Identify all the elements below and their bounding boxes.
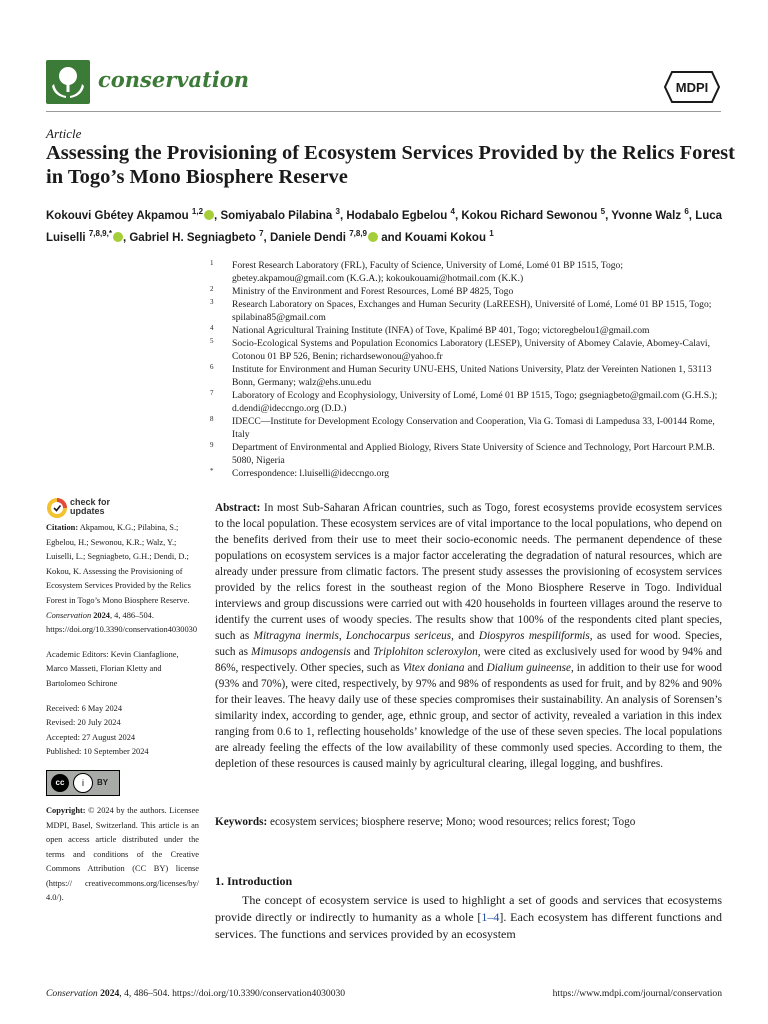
author-separator: , bbox=[339, 209, 347, 222]
affiliation-number: 9 bbox=[210, 441, 214, 449]
author-affiliation-marker: 4 bbox=[450, 207, 455, 216]
affiliation-item bbox=[210, 363, 725, 389]
abstract-sep: and bbox=[453, 630, 479, 642]
affiliation-text: IDECC—Institute for Development Ecology Conservation and Cooperation, Via G. Tomasi di Lampedusa 33, I-00144 Rome, Italy bbox=[232, 416, 715, 440]
affiliation-text: Forest Research Laboratory (FRL), Faculty of Science, University of Lomé, Lomé 01 BP 1515, Togo; gbetey.akpamou@gmail.com (K.G.A.); kokoukouami@hotmail.com (K.K.) bbox=[232, 260, 623, 284]
affiliation-text: National Agricultural Training Institute (INFA) of Tove, Kpalimé BP 401, Togo; victoregbelou1@gmail.com bbox=[232, 325, 650, 336]
mdpi-text: MDPI bbox=[675, 80, 709, 95]
abstract-sep: and bbox=[350, 646, 374, 658]
affiliation-item bbox=[210, 298, 725, 324]
abstract bbox=[215, 500, 722, 772]
author-separator: , bbox=[454, 209, 462, 222]
abstract-sep: , bbox=[338, 630, 347, 642]
affiliation-number: 8 bbox=[210, 415, 214, 423]
affiliation-number: 2 bbox=[210, 285, 214, 293]
affiliation-text: Laboratory of Ecology and Ecophysiology, University of Lomé, Lomé 01 BP 1515, Togo; gsegniagbeto@gmail.com (G.H.S.); d.dendi@ideccngo.org (D.D.) bbox=[232, 390, 718, 414]
affiliation-item bbox=[210, 441, 725, 467]
academic-editors: Academic Editors: Kevin Cianfaglione, Marco Masseti, Florian Kletty and Bartolomeo Schirone bbox=[46, 649, 179, 688]
attribution-icon: i bbox=[73, 773, 93, 793]
author-affiliation-marker: 7 bbox=[259, 228, 264, 238]
author-name[interactable]: Yvonne Walz bbox=[611, 209, 682, 222]
author-separator: , bbox=[214, 209, 221, 222]
affiliation-item bbox=[210, 467, 725, 480]
keywords-text: ecosystem services; biosphere reserve; Mono; wood resources; relics forest; Togo bbox=[270, 816, 636, 828]
abstract-text-2: , in addition to their use for wood (93% and 70%), were cited, respectively, by 97% and 98% of respondents as used for fruit, and by 82% and 90% for their leaves. The heavy daily use of these species compromises their sustainability. An analysis of Sorensen’s similarity index, according to gender, age, ethnic group, and sector of activity, revealed a variation in this index ranging from 0.6 to 1, reflecting households’ knowledge of the use of these seven species. The local populations are already feeling the effects of the low availability of these commonly used species. According to them, the depletion of these resources is caused mainly by agricultural clearing, illegal logging, and bushfires. bbox=[215, 662, 723, 770]
orcid-icon[interactable] bbox=[113, 232, 123, 242]
affiliation-item bbox=[210, 285, 725, 298]
affiliation-number: * bbox=[210, 467, 214, 475]
species-2: Lonchocarpus sericeus, bbox=[346, 630, 454, 642]
citation-volume-doi[interactable]: , 4, 486–504. https://doi.org/10.3390/conservation4030030 bbox=[46, 610, 198, 635]
citation-year: 2024 bbox=[93, 610, 110, 620]
affiliation-number: 1 bbox=[210, 259, 214, 267]
affiliation-text: Research Laboratory on Spaces, Exchanges and Human Security (LaREESH), Université of Lomé, Lomé 01 BP 1515, Togo; spilabina85@gmail.com bbox=[232, 299, 712, 323]
affiliation-number: 5 bbox=[210, 337, 214, 345]
author-affiliation-marker: 1 bbox=[489, 228, 494, 238]
abstract-sep: and bbox=[464, 662, 487, 674]
affiliation-number: 6 bbox=[210, 363, 214, 371]
sidebar bbox=[46, 521, 199, 906]
mdpi-logo[interactable] bbox=[664, 70, 720, 108]
check-updates-line2: updates bbox=[70, 506, 105, 516]
by-label: BY bbox=[97, 777, 109, 787]
abstract-sep: as used for wood. Species, such as bbox=[215, 630, 723, 658]
abstract-text-1: In most Sub-Saharan African countries, such as Togo, forest ecosystems provide ecosystem services to the local population. These ecosystem services are of vital importance to the local populations, who depend on the benefits derived from their use to meet their socio-economic needs. The permanent dependence of these populations on ecosystem services is a major factor accelerating the degradation of natural resources, which are already under pressure from climatic factors. The present study assesses the provisioning of ecosystem services provided by the relics forest in the southeast region of the Mono Biosphere Reserve in Togo. Individual interviews and group discussions were carried out with 420 households in fourteen villages around the reserve to identify the current uses of woody species. The results show that 100% of the respondents cited plant species, such as bbox=[215, 502, 723, 642]
author-separator: , bbox=[263, 231, 270, 244]
affiliation-item bbox=[210, 324, 725, 337]
author-name[interactable]: Kouami Kokou bbox=[404, 231, 486, 244]
footer-doi[interactable]: , 4, 486–504. https://doi.org/10.3390/conservation4030030 bbox=[119, 988, 346, 999]
affiliation-number: 7 bbox=[210, 389, 214, 397]
author-name[interactable]: Somiyabalo Pilabina bbox=[220, 209, 333, 222]
citation-journal: Conservation bbox=[46, 610, 92, 620]
journal-name[interactable]: conservation bbox=[98, 67, 250, 92]
species-6: Vitex doniana bbox=[402, 662, 465, 674]
orcid-icon[interactable] bbox=[368, 232, 378, 242]
species-1: Mitragyna inermis bbox=[253, 630, 339, 642]
cc-icon: cc bbox=[51, 774, 69, 792]
citation-text: Akpamou, K.G.; Pilabina, S.; Egbelou, H.; Sewonou, K.R.; Walz, Y.; Luiselli, L.; Segniagbeto, G.H.; Dendi, D.; Kokou, K. Assessing the Provisioning of Ecosystem Services Provided by the Relics Forest in Togo’s Mono Biosphere Reserve. bbox=[46, 523, 191, 605]
author-affiliation-marker: 7,8,9 bbox=[349, 228, 367, 238]
section-heading-introduction: 1. Introduction bbox=[215, 874, 293, 888]
intro-text-2: ]. Each ecosystem has different functions and services. The functions and services provided by an ecosystem bbox=[215, 910, 723, 941]
affiliations bbox=[210, 259, 725, 480]
check-for-updates-button[interactable] bbox=[46, 497, 68, 523]
affiliation-item bbox=[210, 415, 725, 441]
abstract-sep: were cited as exclusively used for wood by 94% and 86%, respectively. Other species, such as bbox=[215, 646, 723, 674]
check-updates-line1: check for bbox=[70, 497, 111, 507]
affiliation-item bbox=[210, 259, 725, 285]
header-divider bbox=[46, 111, 721, 112]
author-separator: , bbox=[605, 209, 612, 222]
introduction-paragraph bbox=[215, 892, 722, 943]
date-published: Published: 10 September 2024 bbox=[46, 747, 149, 757]
copyright-text: © 2024 by the authors. Licensee MDPI, Basel, Switzerland. This article is an open access article distributed under the terms and conditions of the Creative Commons Attribution (CC BY) license (https:// creativecommons.org/licenses/by/ 4.0/). bbox=[46, 805, 200, 903]
footer-year: 2024 bbox=[100, 988, 120, 999]
affiliation-text: Institute for Environment and Human Security UNU-EHS, United Nations University, Platz der Vereinten Nationen 1, 53113 Bonn, Germany; walz@ehs.unu.edu bbox=[232, 364, 712, 388]
author-list bbox=[46, 203, 726, 247]
keywords-label: Keywords: bbox=[215, 816, 268, 828]
mdpi-hexagon-icon bbox=[664, 70, 720, 104]
page-title: Assessing the Provisioning of Ecosystem Services Provided by the Relics Forest in Togo’s Mono Biosphere Reserve bbox=[46, 142, 735, 188]
author-affiliation-marker: 1,2 bbox=[191, 207, 204, 216]
author-name[interactable]: Kokou Richard Sewonou bbox=[461, 209, 598, 222]
abstract-label: Abstract: bbox=[215, 502, 261, 514]
author-affiliation-marker: 5 bbox=[600, 207, 606, 216]
author-name[interactable]: Hodabalo Egbelou bbox=[346, 209, 448, 222]
affiliation-text: Ministry of the Environment and Forest Resources, Lomé BP 4825, Togo bbox=[232, 286, 514, 297]
intro-text-1: The concept of ecosystem service is used to highlight a set of goods and services that ecosystems provide directly or indirectly to humanity as a whole [ bbox=[215, 893, 722, 924]
author-name[interactable]: Kokouvi Gbétey Akpamou bbox=[46, 209, 189, 222]
species-5: Triplohiton scleroxylon, bbox=[373, 646, 481, 658]
date-received: Received: 6 May 2024 bbox=[46, 703, 123, 713]
footer-journal-url[interactable]: https://www.mdpi.com/journal/conservation bbox=[552, 988, 722, 999]
affiliation-text: Department of Environmental and Applied Biology, Rivers State University of Science and Technology, Port Harcourt P.M.B. 5080, Nigeria bbox=[232, 442, 715, 466]
copyright-label: Copyright: bbox=[46, 805, 86, 815]
author-name[interactable]: Daniele Dendi bbox=[269, 231, 346, 244]
citation-link[interactable]: 1–4 bbox=[481, 910, 500, 924]
citation bbox=[46, 521, 199, 638]
affiliation-item bbox=[210, 337, 725, 363]
date-accepted: Accepted: 27 August 2024 bbox=[46, 732, 136, 742]
footer-citation bbox=[46, 988, 345, 999]
journal-logo[interactable] bbox=[46, 60, 90, 104]
affiliation-number: 3 bbox=[210, 298, 214, 306]
species-3: Diospyros mespiliformis, bbox=[478, 630, 593, 642]
publication-dates bbox=[46, 702, 199, 760]
footer-journal: Conservation bbox=[46, 988, 98, 999]
author-separator: , bbox=[688, 209, 696, 222]
tree-hands-icon bbox=[46, 60, 90, 104]
orcid-icon[interactable] bbox=[204, 210, 214, 220]
author-name[interactable]: Luca Luiselli bbox=[46, 209, 723, 244]
author-separator: , bbox=[122, 231, 130, 244]
species-4: Mimusops andogensis bbox=[251, 646, 351, 658]
affiliation-text: Socio-Ecological Systems and Population Economics Laboratory (LESEP), University of Abomey Calavie, Abomey-Calavi, Cotonou 01 BP 526, Benin; richardsewonou@yahoo.fr bbox=[232, 338, 711, 362]
species-7: Dialium guineense bbox=[486, 662, 571, 674]
affiliation-text: Correspondence: l.luiselli@ideccngo.org bbox=[232, 468, 390, 479]
affiliation-number: 4 bbox=[210, 324, 214, 332]
author-affiliation-marker: 7,8,9,* bbox=[88, 228, 112, 238]
affiliation-item bbox=[210, 389, 725, 415]
citation-label: Citation: bbox=[46, 523, 79, 532]
cc-by-license-badge[interactable] bbox=[46, 770, 120, 796]
article-type: Article bbox=[46, 126, 82, 141]
author-name[interactable]: Gabriel H. Segniagbeto bbox=[129, 231, 256, 244]
keywords bbox=[215, 814, 722, 830]
copyright-notice bbox=[46, 804, 199, 906]
author-affiliation-marker: 3 bbox=[335, 207, 340, 216]
author-affiliation-marker: 6 bbox=[684, 207, 689, 216]
author-separator: and bbox=[378, 231, 405, 244]
date-revised: Revised: 20 July 2024 bbox=[46, 718, 121, 728]
check-updates-icon bbox=[46, 497, 68, 519]
check-updates-label[interactable] bbox=[70, 498, 110, 516]
